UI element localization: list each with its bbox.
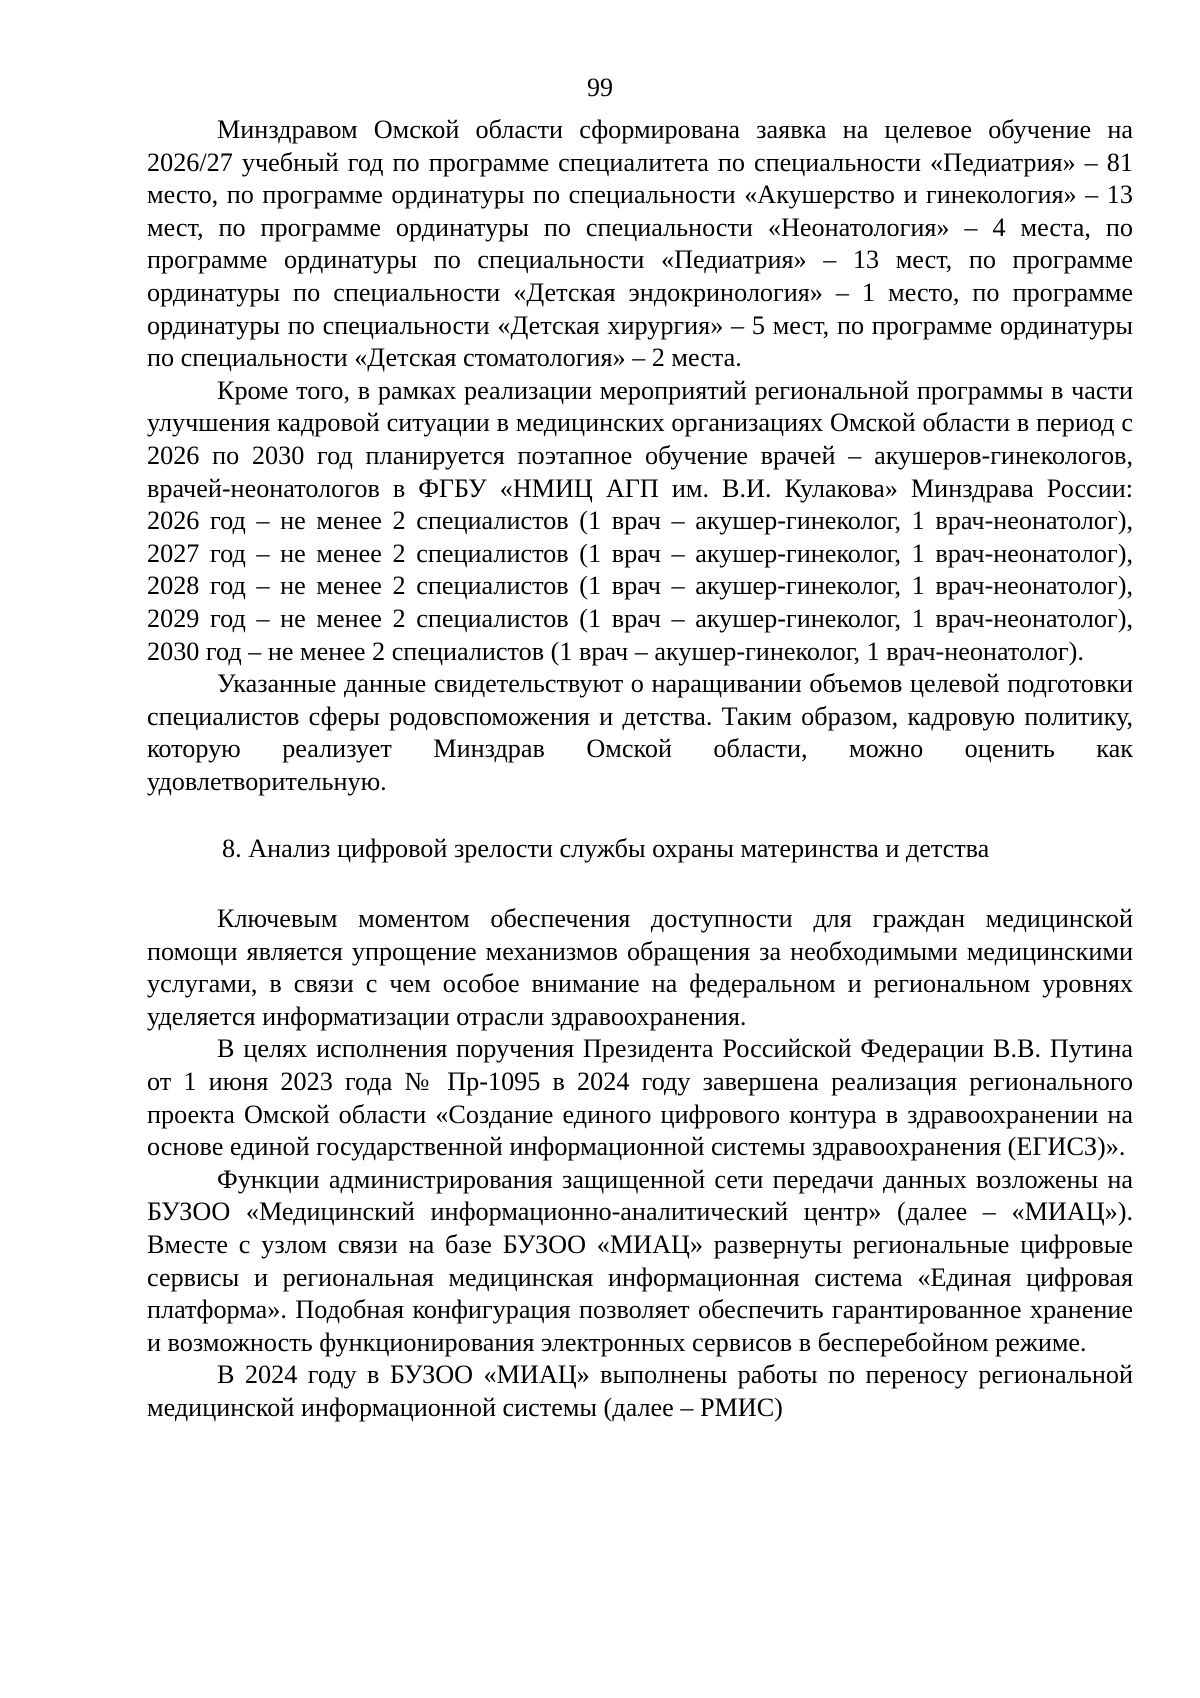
page-number: 99 [587, 73, 613, 102]
section-heading: 8. Анализ цифровой зрелости службы охраны материнства и детства [222, 834, 990, 864]
paragraph-staged-training: Кроме того, в рамках реализации мероприятий региональной программы в части улучшения кадровой ситуации в медицинских организациях Омской области в период с 2026 по 2030 год планируется поэтапное обучение врачей – акушеров-гинекологов, врачей-неонатологов в ФГБУ «НМИЦ АГП им. В.И. Кулакова» Минздрава России: 2026 год – не менее 2 специалистов (1 врач – акушер-гинеколог, 1 врач-неонатолог), 2027 год – не менее 2 специалистов (1 врач – акушер-гинеколог, 1 врач-неонатолог), 2028 год – не менее 2 специалистов (1 врач – акушер-гинеколог, 1 врач-неонатолог), 2029 год – не менее 2 специалистов (1 врач – акушер-гинеколог, 1 врач-неонатолог), 2030 год – не менее 2 специалистов (1 врач – акушер-гинеколог, 1 врач-неонатолог). [147, 375, 1133, 666]
paragraph-accessibility: Ключевым моментом обеспечения доступности для граждан медицинской помощи является упрощение механизмов обращения за необходимыми медицинскими услугами, в связи с чем особое внимание на федеральном и региональном уровнях уделяется информатизации отрасли здравоохранения. [147, 904, 1133, 1031]
paragraph-personnel-policy: Указанные данные свидетельствуют о наращивании объемов целевой подготовки специалистов сферы родовспоможения и детства. Таким образом, кадровую политику, которую реализует Минздрав Омской области, можно оценить как удовлетворительную. [147, 669, 1133, 796]
paragraph-rmis-transfer: В 2024 году в БУЗОО «МИАЦ» выполнены работы по переносу региональной медицинской информационной системы (далее – РМИС) [147, 1360, 1133, 1422]
paragraph-target-training: Минздравом Омской области сформирована заявка на целевое обучение на 2026/27 учебный год по программе специалитета по специальности «Педиатрия» – 81 место, по программе ординатуры по специальности «Акушерство и гинекология» – 13 мест, по программе ординатуры по специальности «Неонатология» – 4 места, по программе ординатуры по специальности «Педиатрия» – 13 мест, по программе ординатуры по специальности «Детская эндокринология» – 1 место, по программе ординатуры по специальности «Детская хирургия» – 5 мест, по программе ординатуры по специальности «Детская стоматология» – 2 места. [147, 115, 1133, 373]
document-body [147, 114, 1133, 1425]
paragraph-network-administration: Функции администрирования защищенной сети передачи данных возложены на БУЗОО «Медицинский информационно-аналитический центр» (далее – «МИАЦ»). Вместе с узлом связи на базе БУЗОО «МИАЦ» развернуты региональные цифровые сервисы и региональная медицинская информационная система «Единая цифровая платформа». Подобная конфигурация позволяет обеспечить гарантированное хранение и возможность функционирования электронных сервисов в бесперебойном режиме. [147, 1164, 1133, 1357]
paragraph-presidential-order: В целях исполнения поручения Президента Российской Федерации В.В. Путина от 1 июня 2023 года № Пр-1095 в 2024 году завершена реализация регионального проекта Омской области «Создание единого цифрового контура в здравоохранении на основе единой государственной информационной системы здравоохранения (ЕГИСЗ)». [147, 1034, 1133, 1162]
